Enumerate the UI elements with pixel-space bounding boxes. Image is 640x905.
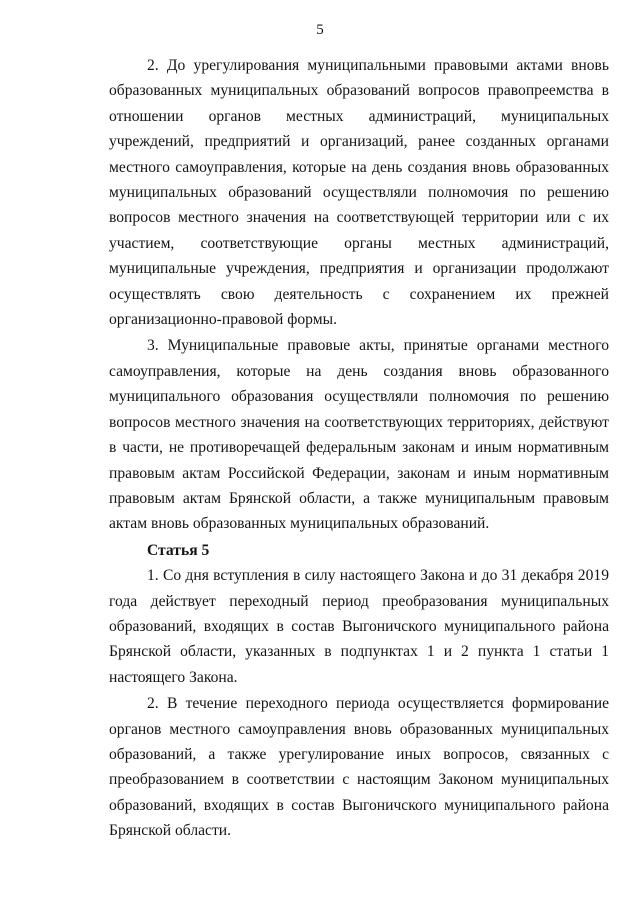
- page-number: 5: [316, 22, 324, 38]
- paragraph-article4-part3: 3. Муниципальные правовые акты, принятые органами местного самоуправления, которые на день создания вновь образованного муниципального образования осуществляли полномочия по решению вопросов местного значения на соответствующих территориях, действуют в части, не противоречащей федеральным законам и иным нормативным правовым актам Российской Федерации, законам и иным нормативным правовым актам Брянской области, а также муниципальным правовым актам вновь образованных муниципальных образований.: [109, 337, 609, 533]
- paragraph-article5-part2: 2. В течение переходного периода осуществляется формирование органов местного самоуправления вновь образованных муниципальных образований, а также урегулирование иных вопросов, связанных с преобразованием в соответствии с настоящим Законом муниципальных образований, входящих в состав Выгоничского муниципального района Брянской области.: [109, 695, 609, 840]
- document-body: [109, 53, 609, 844]
- paragraph-article5-part1: 1. Со дня вступления в силу настоящего Закона и до 31 декабря 2019 года действует переходный период преобразования муниципальных образований, входящих в состав Выгоничского муниципального района Брянской области, указанных в подпунктах 1 и 2 пункта 1 статьи 1 настоящего Закона.: [109, 567, 609, 686]
- article-5-heading: Статья 5: [147, 541, 210, 559]
- paragraph-article4-part2: 2. До урегулирования муниципальными правовыми актами вновь образованных муниципальных образований вопросов правопреемства в отношении органов местных администраций, муниципальных учреждений, предприятий и организаций, ранее созданных органами местного самоуправления, которые на день создания вновь образованных муниципальных образований осуществляли полномочия по решению вопросов местного значения на соответствующей территории или с их участием, соответствующие органы местных администраций, муниципальные учреждения, предприятия и организации продолжают осуществлять свою деятельность с сохранением их прежней организационно-правовой формы.: [109, 57, 609, 329]
